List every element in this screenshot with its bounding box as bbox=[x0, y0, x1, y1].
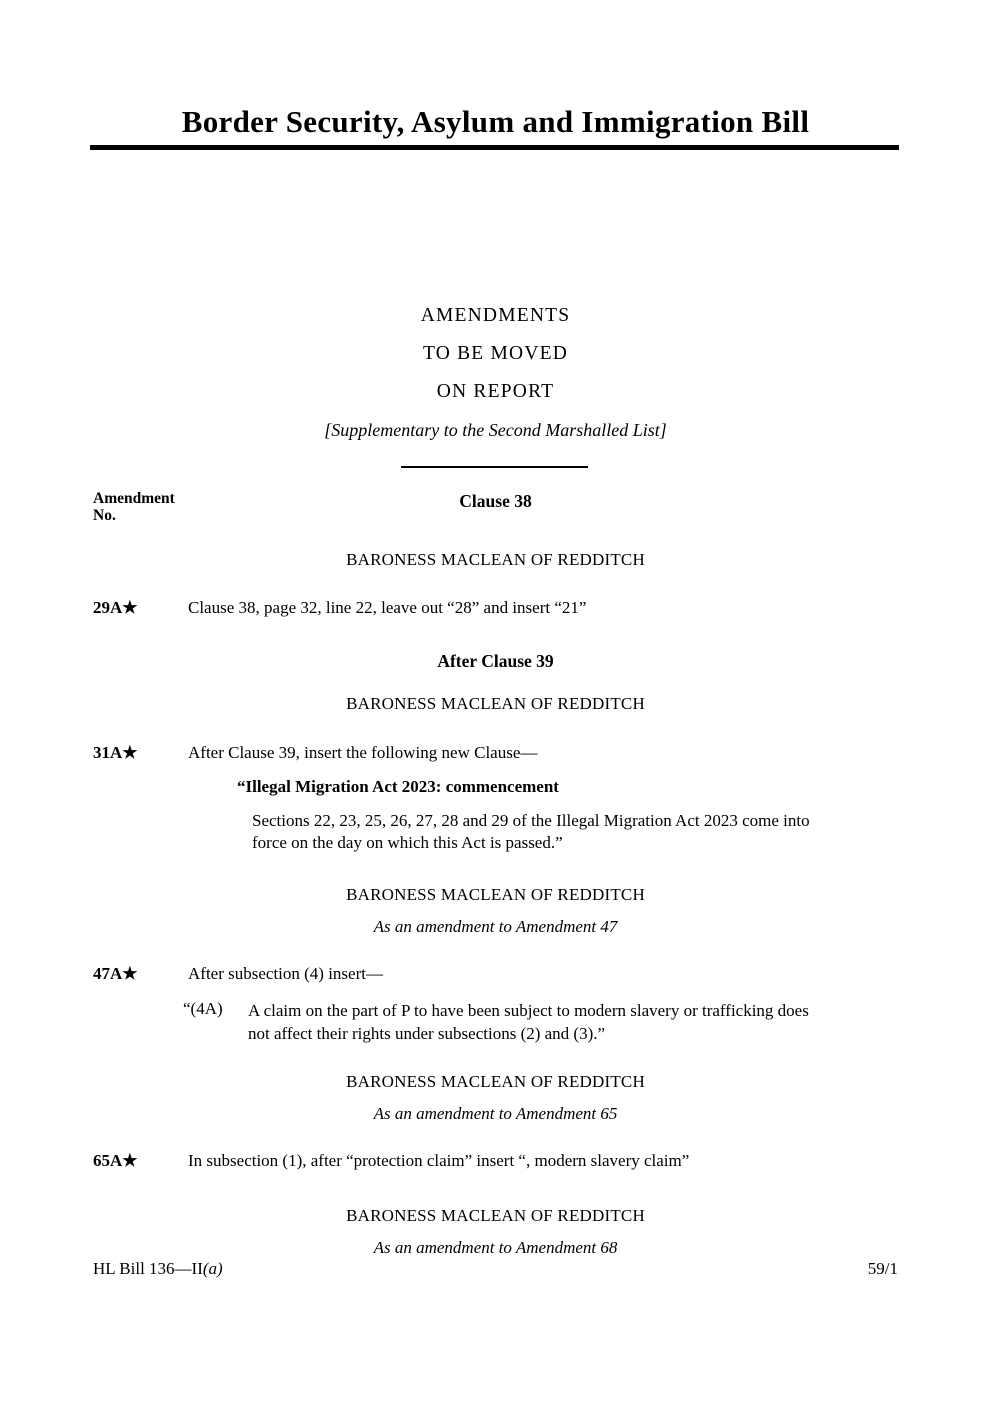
after-clause-39-heading: After Clause 39 bbox=[437, 651, 554, 671]
subsection-4a-body bbox=[248, 999, 904, 1045]
as-amendment-to-65-note: As an amendment to Amendment 65 bbox=[373, 1104, 618, 1123]
bill-title: Border Security, Asylum and Immigration Bill bbox=[181, 104, 810, 139]
heading-on-report: ON REPORT bbox=[436, 381, 555, 402]
new-clause-body bbox=[252, 810, 904, 854]
title-double-rule bbox=[90, 145, 899, 150]
as-amendment-to-47-note: As an amendment to Amendment 47 bbox=[373, 917, 618, 936]
amendment-31a-number: 31A★ bbox=[93, 743, 138, 762]
amendment-29a-text: Clause 38, page 32, line 22, leave out “28” and insert “21” bbox=[188, 598, 587, 617]
footer-bill-ref-text: HL Bill 136—II bbox=[93, 1259, 203, 1278]
sponsor-name-1: BARONESS MACLEAN OF REDDITCH bbox=[346, 550, 645, 569]
footer-bill-ref-italic: (a) bbox=[202, 1259, 223, 1278]
amendment-65a-text: In subsection (1), after “protection claim” insert “, modern slavery claim” bbox=[188, 1151, 690, 1170]
new-clause-title: “Illegal Migration Act 2023: commencement bbox=[237, 777, 559, 796]
subsection-4a-line1: A claim on the part of P to have been subject to modern slavery or trafficking does bbox=[248, 1001, 809, 1020]
footer-bill-reference bbox=[93, 1259, 223, 1279]
amendment-65a-number: 65A★ bbox=[93, 1151, 138, 1170]
heading-amendments: AMENDMENTS bbox=[420, 305, 571, 326]
amendment-47a-number: 47A★ bbox=[93, 964, 138, 983]
section-divider-rule bbox=[401, 466, 588, 468]
amendment-31a-text: After Clause 39, insert the following new Clause— bbox=[188, 743, 538, 762]
subsection-4a-label: “(4A) bbox=[183, 999, 223, 1018]
amendment-no-line1: Amendment bbox=[93, 490, 175, 507]
heading-to-be-moved: TO BE MOVED bbox=[422, 343, 568, 364]
sponsor-name-2: BARONESS MACLEAN OF REDDITCH bbox=[346, 694, 645, 713]
subsection-4a-line2: not affect their rights under subsections (2) and (3).” bbox=[248, 1024, 606, 1043]
amendment-29a-number: 29A★ bbox=[93, 598, 138, 617]
amendment-47a-text: After subsection (4) insert— bbox=[188, 964, 383, 983]
sponsor-name-4: BARONESS MACLEAN OF REDDITCH bbox=[346, 1072, 645, 1091]
marshalled-list-note: [Supplementary to the Second Marshalled List] bbox=[324, 420, 667, 440]
new-clause-body-line2: force on the day on which this Act is passed.” bbox=[252, 833, 563, 852]
footer-page-reference: 59/1 bbox=[867, 1259, 898, 1278]
sponsor-name-3: BARONESS MACLEAN OF REDDITCH bbox=[346, 885, 645, 904]
page-footer bbox=[93, 1259, 898, 1279]
new-clause-body-line1: Sections 22, 23, 25, 26, 27, 28 and 29 of the Illegal Migration Act 2023 come into bbox=[252, 811, 810, 830]
clause-38-heading: Clause 38 bbox=[459, 491, 532, 511]
amendment-no-line2: No. bbox=[93, 507, 116, 524]
as-amendment-to-68-note: As an amendment to Amendment 68 bbox=[373, 1238, 618, 1257]
sponsor-name-5: BARONESS MACLEAN OF REDDITCH bbox=[346, 1206, 645, 1225]
